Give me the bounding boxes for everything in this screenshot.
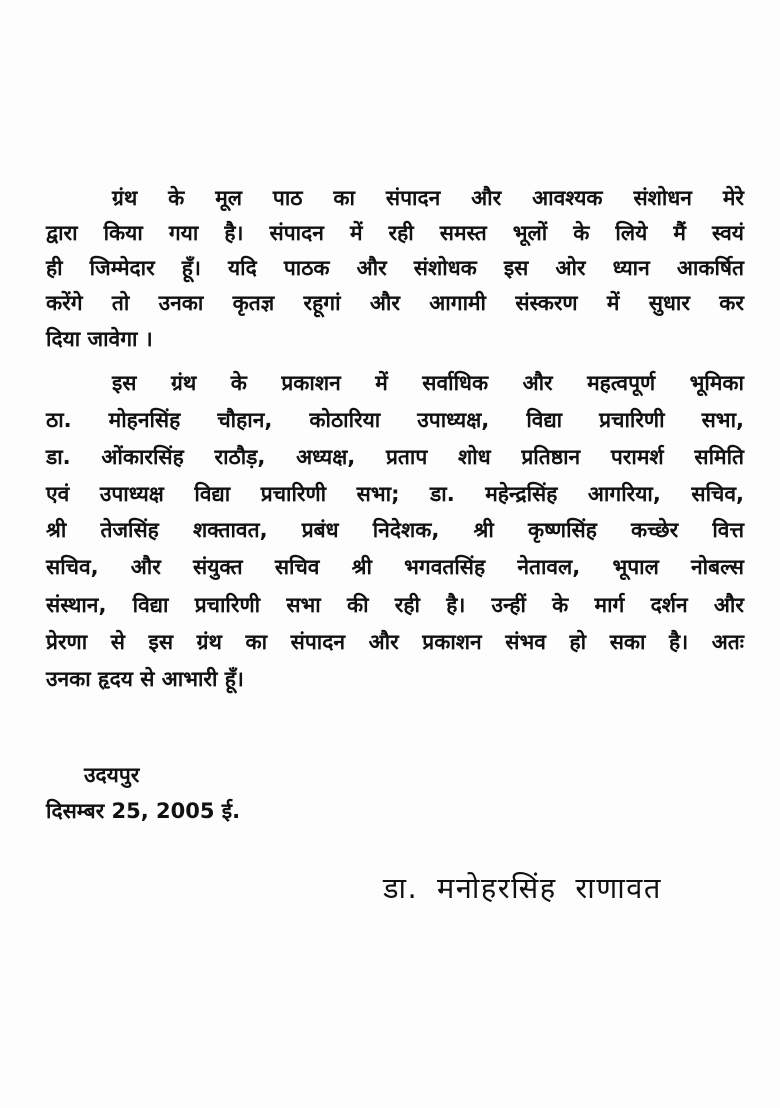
paragraph-2-line-8: प्रेरणा से इस ग्रंथ का संपादन और प्रकाशन संभव हो सका है। अतः [46, 630, 744, 654]
paragraph-2-line-6: सचिव, और संयुक्त सचिव श्री भगवतसिंह नेतावल, भूपाल नोबल्स [46, 555, 744, 579]
paragraph-1-line-2: द्वारा किया गया है। संपादन में रही समस्त भूलों के लिये मैं स्वयं [46, 221, 744, 245]
paragraph-2-line-2: ठा. मोहनसिंह चौहान, कोठारिया उपाध्यक्ष, विद्या प्रचारिणी सभा, [46, 408, 744, 432]
paragraph-1-line-4: करेंगे तो उनका कृतज्ञ रहूगां और आगामी संस्करण में सुधार कर [46, 291, 744, 315]
closing-date: दिसम्बर 25, 2005 ई. [46, 799, 241, 823]
paragraph-2-line-9: उनका हृदय से आभारी हूँ। [46, 667, 244, 691]
paragraph-2-line-7: संस्थान, विद्या प्रचारिणी सभा की रही है। उन्हीं के मार्ग दर्शन और [46, 593, 744, 617]
author-signature: डा. मनोहरसिंह राणावत [383, 871, 662, 905]
paragraph-1-line-1: ग्रंथ के मूल पाठ का संपादन और आवश्यक संशोधन मेरे [112, 186, 744, 210]
paragraph-2-line-3: डा. ओंकारसिंह राठौड़, अध्यक्ष, प्रताप शोध प्रतिष्ठान परामर्श समिति [46, 445, 744, 469]
paragraph-2-line-4: एवं उपाध्यक्ष विद्या प्रचारिणी सभा; डा. महेन्द्रसिंह आगरिया, सचिव, [46, 482, 744, 506]
paragraph-2-line-5: श्री तेजसिंह शक्तावत, प्रबंध निदेशक, श्री कृष्णसिंह कच्छेर वित्त [46, 518, 744, 542]
paragraph-1-line-3: ही जिम्मेदार हूँ। यदि पाठक और संशोधक इस ओर ध्यान आकर्षित [46, 256, 744, 280]
closing-place: उदयपुर [84, 763, 140, 787]
paragraph-2-line-1: इस ग्रंथ के प्रकाशन में सर्वाधिक और महत्वपूर्ण भूमिका [112, 371, 744, 395]
paragraph-1-line-5: दिया जावेगा । [46, 327, 153, 351]
